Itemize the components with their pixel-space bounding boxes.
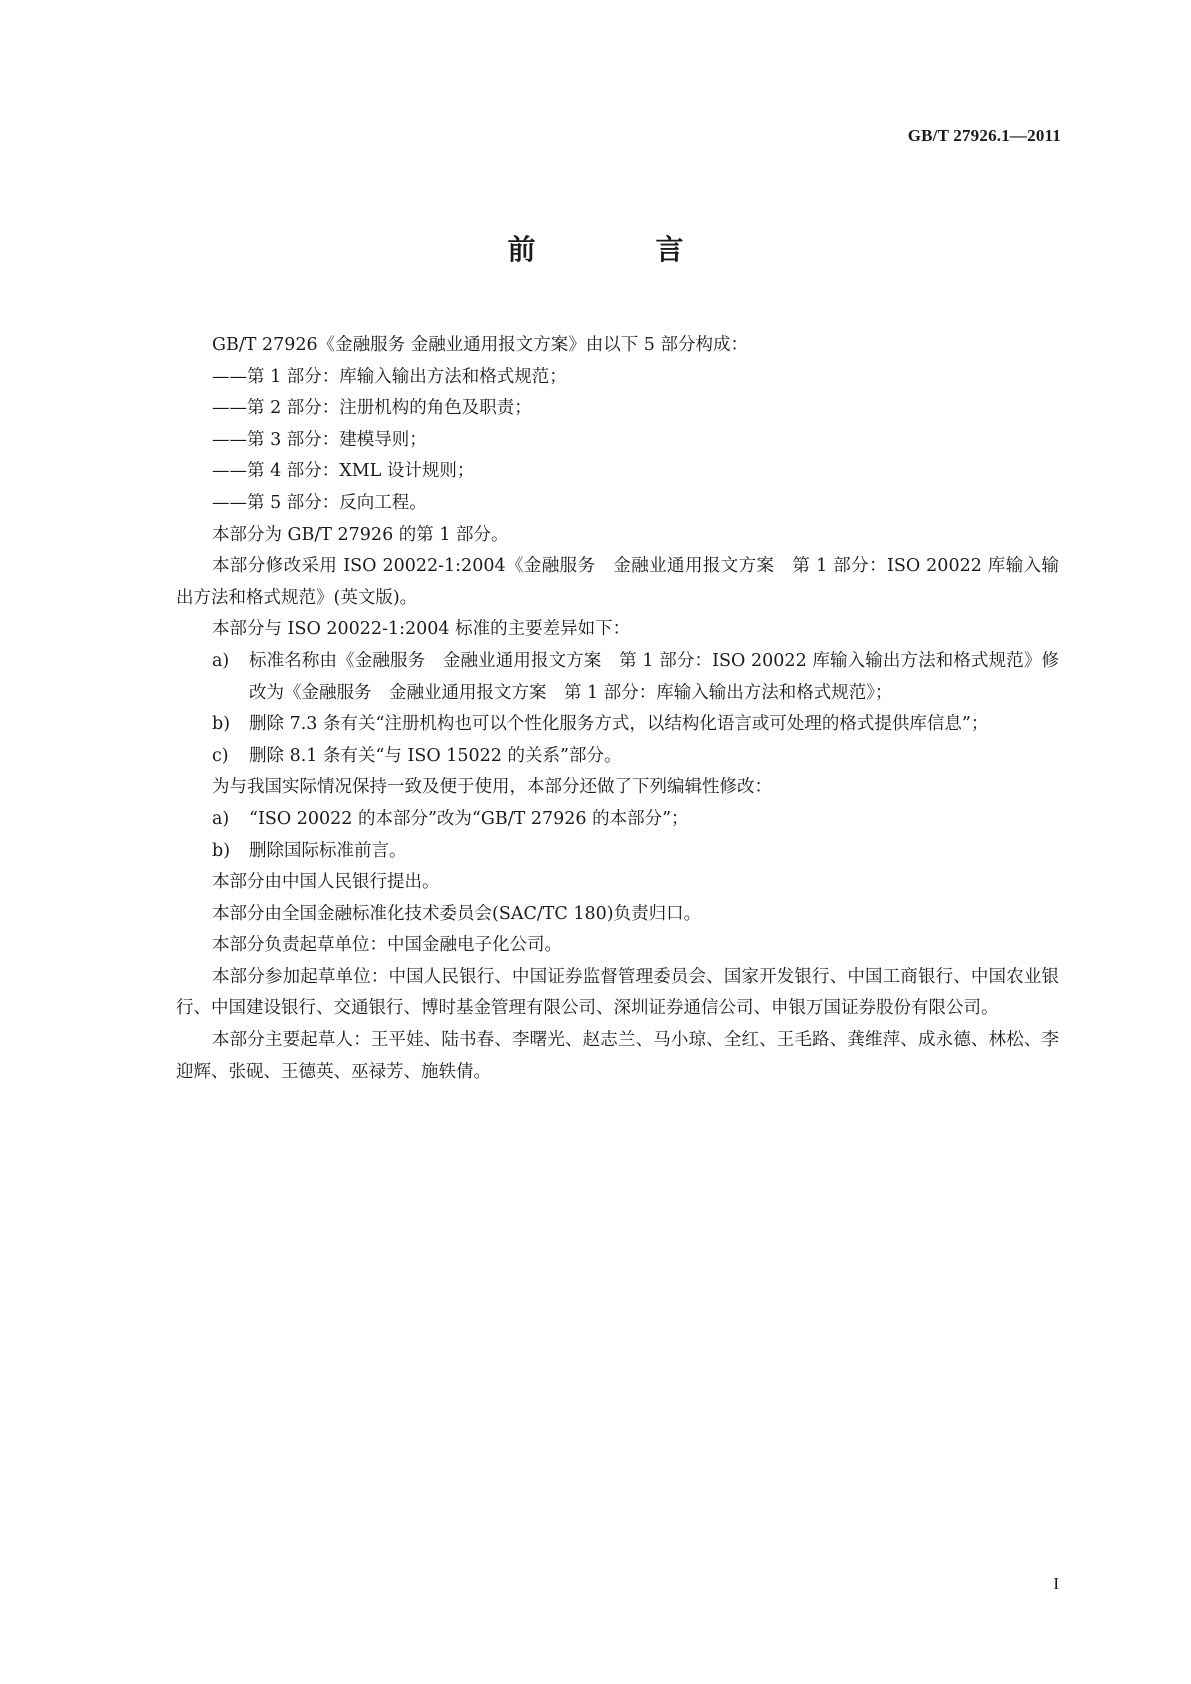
part-statement-paragraph: 本部分为 GB/T 27926 的第 1 部分。 xyxy=(212,524,509,545)
part-list-item: ——第 4 部分：XML 设计规则； xyxy=(212,461,475,482)
drafters-paragraph: 本部分主要起草人：王平娃、陆书春、李曙光、赵志兰、马小琼、全红、王毛路、龚维萍、成永德、林松、李迎辉、张砚、王德英、巫禄芳、施轶倩。 xyxy=(176,1030,1059,1082)
list-marker: a) xyxy=(212,808,230,829)
differences-intro-paragraph: 本部分与 ISO 20022-1:2004 标准的主要差异如下： xyxy=(212,619,631,640)
editorial-item-a xyxy=(176,804,1059,836)
difference-item-b xyxy=(176,709,1059,741)
difference-item-a xyxy=(176,646,1059,709)
page-title: 前 言 xyxy=(507,233,730,266)
adoption-paragraph: 本部分修改采用 ISO 20022-1:2004《金融服务 金融业通用报文方案 第 1 部分：ISO 20022 库输入输出方法和格式规范》(英文版)。 xyxy=(176,556,1059,608)
editorial-text: 删除国际标准前言。 xyxy=(249,840,407,861)
list-marker: a) xyxy=(212,650,230,671)
editorial-text: “ISO 20022 的本部分”改为“GB/T 27926 的本部分”； xyxy=(249,808,689,829)
part-list-item: ——第 2 部分：注册机构的角色及职责； xyxy=(212,398,532,419)
part-list-item: ——第 1 部分：库输入输出方法和格式规范； xyxy=(212,366,567,387)
standard-code: GB/T 27926.1—2011 xyxy=(907,126,1061,145)
difference-text: 删除 7.3 条有关“注册机构也可以个性化服务方式，以结构化语言或可处理的格式提供库信息”； xyxy=(249,714,989,735)
list-marker: c) xyxy=(212,745,229,766)
list-marker: b) xyxy=(212,840,231,861)
editorial-intro-paragraph: 为与我国实际情况保持一致及便于使用，本部分还做了下列编辑性修改： xyxy=(212,777,772,798)
centralized-unit-paragraph: 本部分由全国金融标准化技术委员会(SAC/TC 180)负责归口。 xyxy=(212,903,702,924)
drafting-unit-paragraph: 本部分负责起草单位：中国金融电子化公司。 xyxy=(212,935,562,956)
participating-units-paragraph: 本部分参加起草单位：中国人民银行、中国证券监督管理委员会、国家开发银行、中国工商银行、中国农业银行、中国建设银行、交通银行、博时基金管理有限公司、深圳证券通信公司、申银万国证券股份有限公司。 xyxy=(176,966,1059,1019)
page-number: I xyxy=(1053,1574,1059,1593)
foreword-body xyxy=(176,330,1059,1088)
difference-text: 删除 8.1 条有关“与 ISO 15022 的关系”部分。 xyxy=(249,745,622,766)
difference-text: 标准名称由《金融服务 金融业通用报文方案 第 1 部分：ISO 20022 库输入输出方法和格式规范》修改为《金融服务 金融业通用报文方案 第 1 部分：库输入输出方法和格式规范》； xyxy=(249,650,1059,703)
part-list-item: ——第 5 部分：反向工程。 xyxy=(212,492,427,513)
part-list-item: ——第 3 部分：建模导则； xyxy=(212,429,427,450)
list-marker: b) xyxy=(212,714,231,735)
proposer-paragraph: 本部分由中国人民银行提出。 xyxy=(212,872,440,893)
difference-item-c xyxy=(176,741,1059,773)
editorial-item-b xyxy=(176,836,1059,868)
intro-paragraph: GB/T 27926《金融服务 金融业通用报文方案》由以下 5 部分构成： xyxy=(212,335,748,355)
